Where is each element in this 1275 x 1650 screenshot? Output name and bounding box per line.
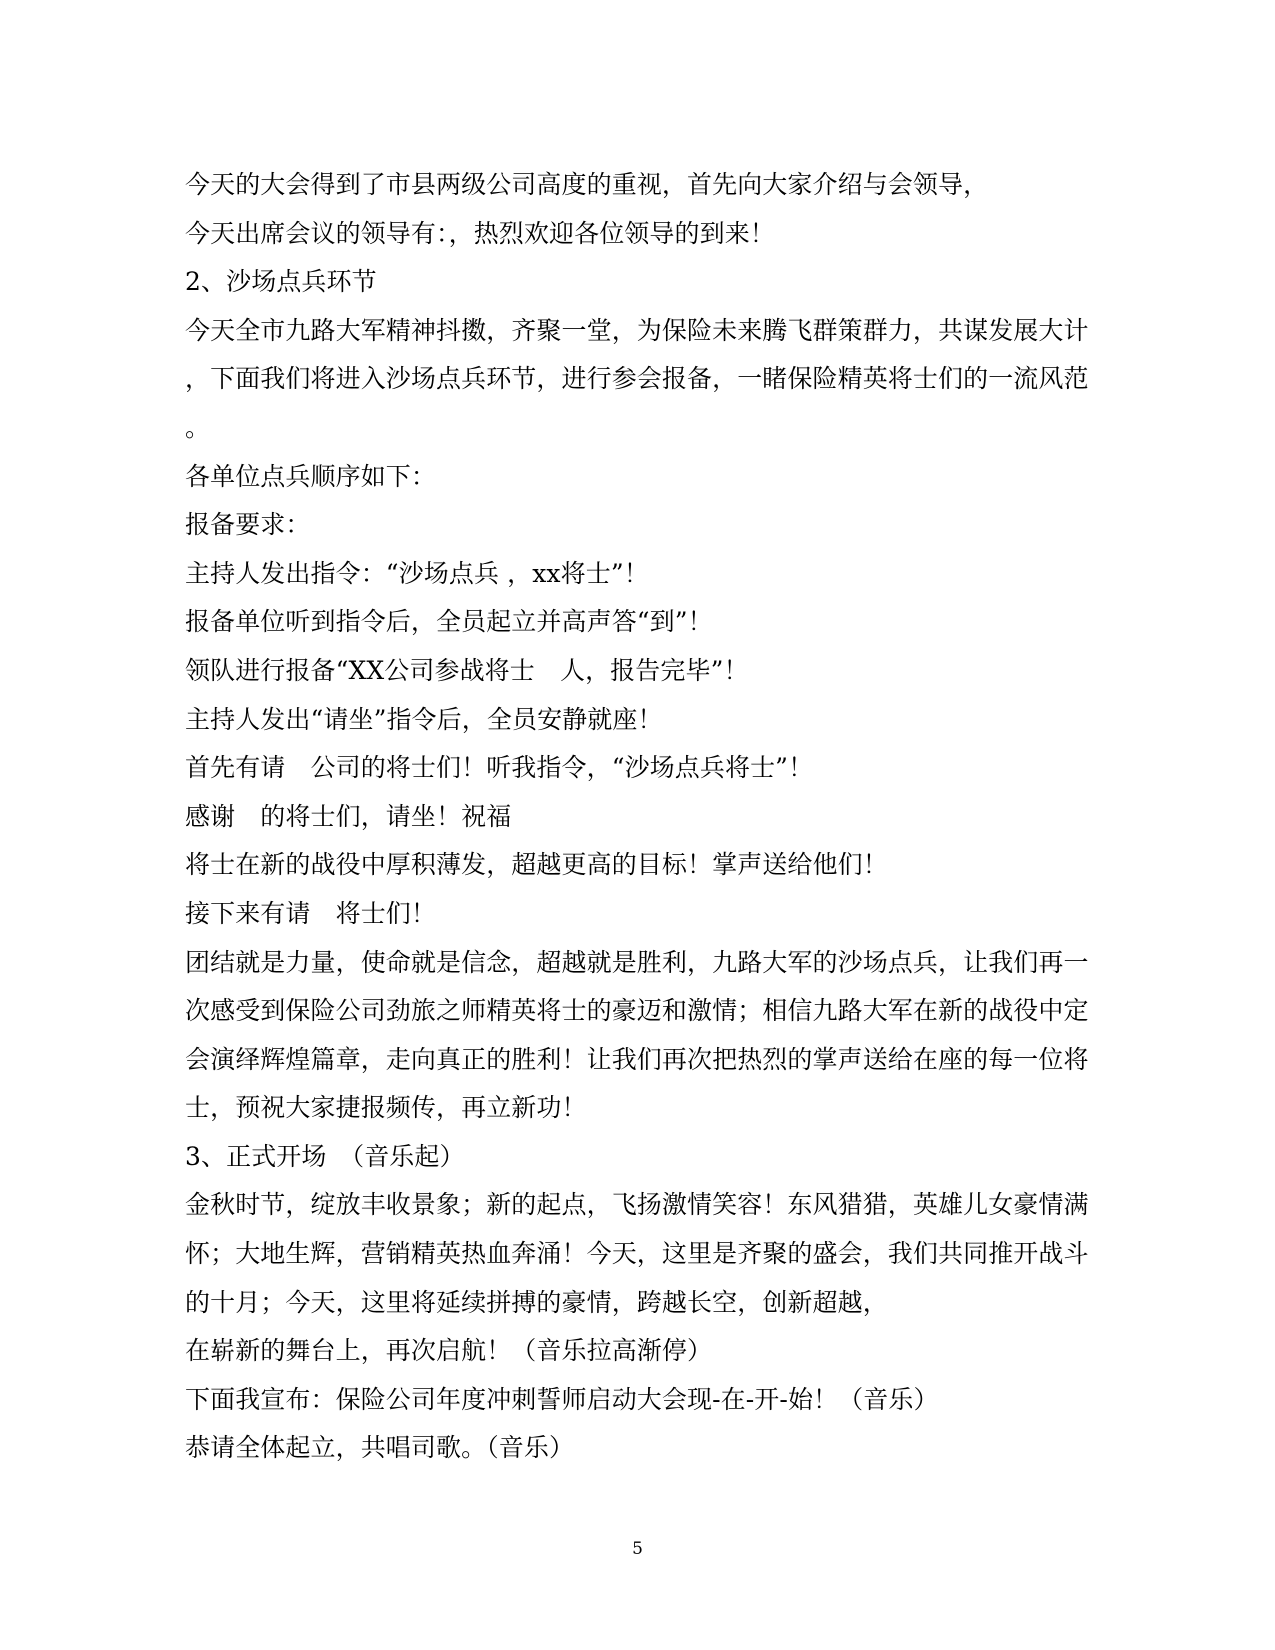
text-line: 下面我宣布：保险公司年度冲刺誓师启动大会现-在-开-始！（音乐） — [185, 1384, 939, 1414]
text-line: 报备单位听到指令后，全员起立并高声答“到”！ — [185, 607, 713, 637]
text-line: 主持人发出“请坐”指令后，全员安静就座！ — [185, 704, 663, 734]
text-block — [185, 161, 1100, 1473]
text-line: 的十月；今天，这里将延续拼搏的豪情，跨越长空，创新超越， — [185, 1287, 888, 1317]
text-line: 今天出席会议的领导有：，热烈欢迎各位领导的到来！ — [185, 218, 775, 248]
text-line: 会演绎辉煌篇章，走向真正的胜利！让我们再次把热烈的掌声送给在座的每一位将 — [185, 1044, 1089, 1074]
text-line: 今天的大会得到了市县两级公司高度的重视，首先向大家介绍与会领导， — [185, 170, 989, 199]
text-line: 恭请全体起立，共唱司歌。（音乐） — [185, 1433, 575, 1463]
text-line: 将士在新的战役中厚积薄发，超越更高的目标！掌声送给他们！ — [185, 850, 888, 880]
text-line: ，下面我们将进入沙场点兵环节，进行参会报备，一睹保险精英将士们的一流风范 — [185, 364, 1089, 394]
text-line: 感谢 的将士们，请坐！祝福 — [185, 801, 512, 831]
text-line: 主持人发出指令：“沙场点兵 ，xx将士”！ — [185, 558, 649, 588]
text-line: 2、沙场点兵环节 — [185, 267, 377, 297]
text-line: 首先有请 公司的将士们！听我指令，“沙场点兵将士”！ — [185, 753, 814, 783]
text-line: 士，预祝大家捷报频传，再立新功！ — [185, 1093, 587, 1123]
text-line: 金秋时节，绽放丰收景象；新的起点，飞扬激情笑容！东风猎猎，英雄儿女豪情满 — [185, 1190, 1089, 1220]
page-number: 5 — [632, 1539, 643, 1559]
text-line: 今天全市九路大军精神抖擞，齐聚一堂，为保险未来腾飞群策群力，共谋发展大计 — [185, 315, 1089, 345]
text-line: 团结就是力量，使命就是信念，超越就是胜利，九路大军的沙场点兵，让我们再一 — [185, 947, 1089, 977]
text-line: 各单位点兵顺序如下： — [185, 461, 437, 491]
text-line: 次感受到保险公司劲旅之师精英将士的豪迈和激情；相信九路大军在新的战役中定 — [185, 996, 1089, 1026]
text-line: 领队进行报备“XX公司参战将士 人，报告完毕”！ — [185, 655, 749, 685]
text-line: 怀；大地生辉，营销精英热血奔涌！今天，这里是齐聚的盛会，我们共同推开战斗 — [185, 1239, 1089, 1269]
text-line: 报备要求： — [185, 510, 311, 540]
text-line: 在崭新的舞台上，再次启航！（音乐拉高渐停） — [185, 1336, 713, 1366]
text-line: 。 — [185, 412, 211, 442]
text-line: 3、正式开场 （音乐起） — [185, 1141, 465, 1171]
text-line: 接下来有请 将士们！ — [185, 898, 437, 928]
